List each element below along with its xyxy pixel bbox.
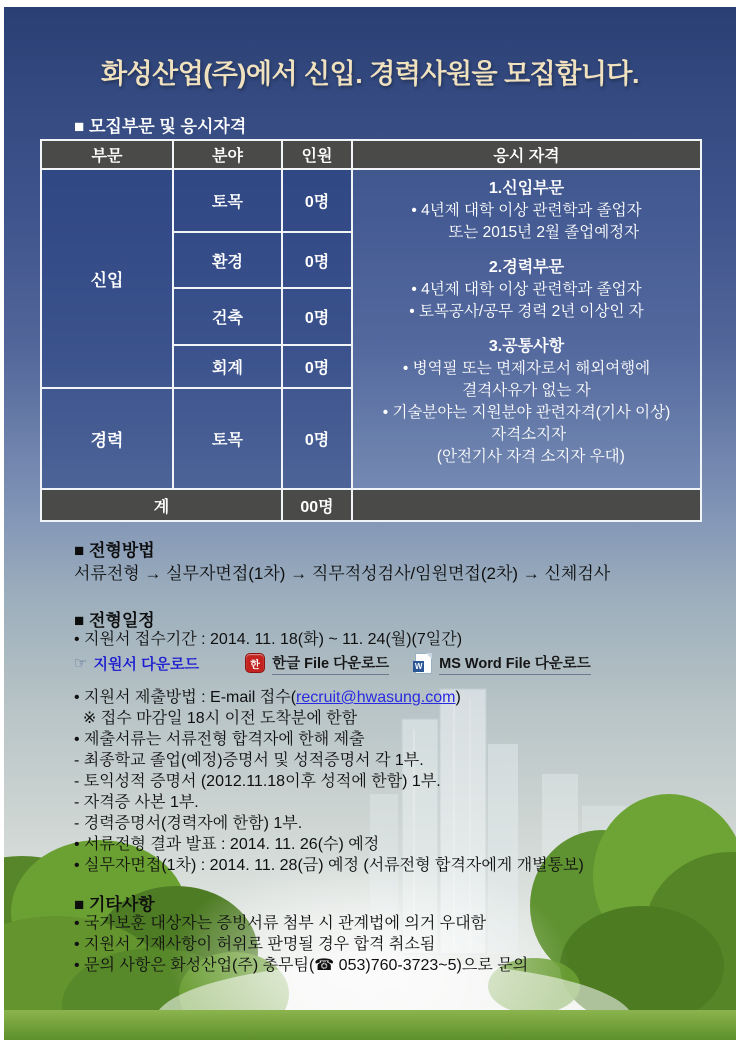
cell-field: 토목 <box>173 169 282 232</box>
word-download-label: MS Word File 다운로드 <box>439 652 591 675</box>
etc-line: • 문의 사항은 화성산업(주) 총무팀(☎ 053)760-3723~5)으로 문의 <box>74 957 529 974</box>
schedule-line: - 경력증명서(경력자에 한함) 1부. <box>74 815 303 832</box>
submit-method-line: • 지원서 제출방법 : E-mail 접수(recruit@hwasung.com) <box>74 689 461 706</box>
download-links-row <box>74 650 591 676</box>
hwp-file-icon: 한 <box>245 653 265 673</box>
cell-count: 0명 <box>282 288 352 345</box>
schedule-line: - 최종학교 졸업(예정)증명서 및 성적증명서 각 1부. <box>74 752 424 769</box>
cell-field: 환경 <box>173 232 282 288</box>
hwp-download-label: 한글 File 다운로드 <box>272 652 389 675</box>
pointing-hand-icon: ☞ <box>74 655 88 672</box>
cell-field: 건축 <box>173 288 282 345</box>
cell-count: 0명 <box>282 232 352 288</box>
schedule-line: - 토익성적 증명서 (2012.11.18이후 성적에 한함) 1부. <box>74 773 441 790</box>
etc-details <box>74 913 704 976</box>
ms-word-file-icon: W <box>415 653 432 674</box>
table-total-row <box>41 489 701 521</box>
cell-count: 0명 <box>282 345 352 388</box>
header-headcount: 인원 <box>282 140 352 169</box>
cell-count: 0명 <box>282 169 352 232</box>
word-file-download-link[interactable] <box>415 652 591 675</box>
cell-qualifications <box>352 169 701 489</box>
application-period: • 지원서 접수기간 : 2014. 11. 18(화) ~ 11. 24(월)(7일간) <box>74 631 463 648</box>
cell-count: 0명 <box>282 388 352 489</box>
schedule-line: • 실무자면접(1차) : 2014. 11. 28(금) 예정 (서류전형 합격자에게 개별통보) <box>74 857 584 874</box>
table-header-row <box>41 140 701 169</box>
section-label-schedule: ■ 전형일정 <box>74 611 155 630</box>
qual-group-career: 2.경력부문 • 4년제 대학 이상 관련학과 졸업자 • 토목공사/공무 경력 2년 이상인 자 <box>409 258 644 320</box>
qual-group-new: 1.신입부문 • 4년제 대학 이상 관련학과 졸업자 또는 2015년 2월 졸업예정자 <box>411 179 642 241</box>
header-field: 분야 <box>173 140 282 169</box>
schedule-line: ※ 접수 마감일 18시 이전 도착분에 한함 <box>74 710 358 727</box>
header-qualification: 응시 자격 <box>352 140 701 169</box>
recruit-email-link[interactable]: recruit@hwasung.com <box>296 689 456 706</box>
cell-total-label: 계 <box>41 489 282 521</box>
selection-process-flow: 서류전형 → 실무자면접(1차) → 직무적성검사/임원면접(2차) → 신체검사 <box>74 564 611 583</box>
schedule-line: • 서류전형 결과 발표 : 2014. 11. 26(수) 예정 <box>74 836 380 853</box>
cell-field: 토목 <box>173 388 282 489</box>
qual-group-common: 3.공통사항 • 병역필 또는 면제자로서 해외여행에 결격사유가 없는 자 • 기술분야는 지원분야 관련자격(기사 이상) 자격소지자 (안전기사 자격 소지자 우대) <box>382 337 671 465</box>
hwp-file-download-link[interactable] <box>245 652 389 675</box>
section-label-method: ■ 전형방법 <box>74 541 155 560</box>
recruit-table <box>40 139 702 522</box>
etc-line: • 지원서 기재사항이 허위로 판명될 경우 합격 취소됨 <box>74 936 436 953</box>
application-form-download-link[interactable] <box>74 653 199 674</box>
poster-title: 화성산업(주)에서 신입. 경력사원을 모집합니다. <box>100 59 640 89</box>
cell-career-group: 경력 <box>41 388 173 489</box>
schedule-line: - 자격증 사본 1부. <box>74 794 199 811</box>
cell-total-count: 00명 <box>282 489 352 521</box>
table-row <box>41 169 701 232</box>
schedule-details <box>74 687 694 876</box>
section-label-recruit-table: ■ 모집부문 및 응시자격 <box>74 117 247 136</box>
section-label-etc: ■ 기타사항 <box>74 895 155 914</box>
etc-line: • 국가보훈 대상자는 증빙서류 첨부 시 관계법에 의거 우대함 <box>74 915 487 932</box>
cell-new-group: 신입 <box>41 169 173 388</box>
schedule-line: • 제출서류는 서류전형 합격자에 한해 제출 <box>74 731 365 748</box>
header-division: 부문 <box>41 140 173 169</box>
cell-field: 회계 <box>173 345 282 388</box>
cell-total-empty <box>352 489 701 521</box>
application-download-label: 지원서 다운로드 <box>93 655 200 673</box>
